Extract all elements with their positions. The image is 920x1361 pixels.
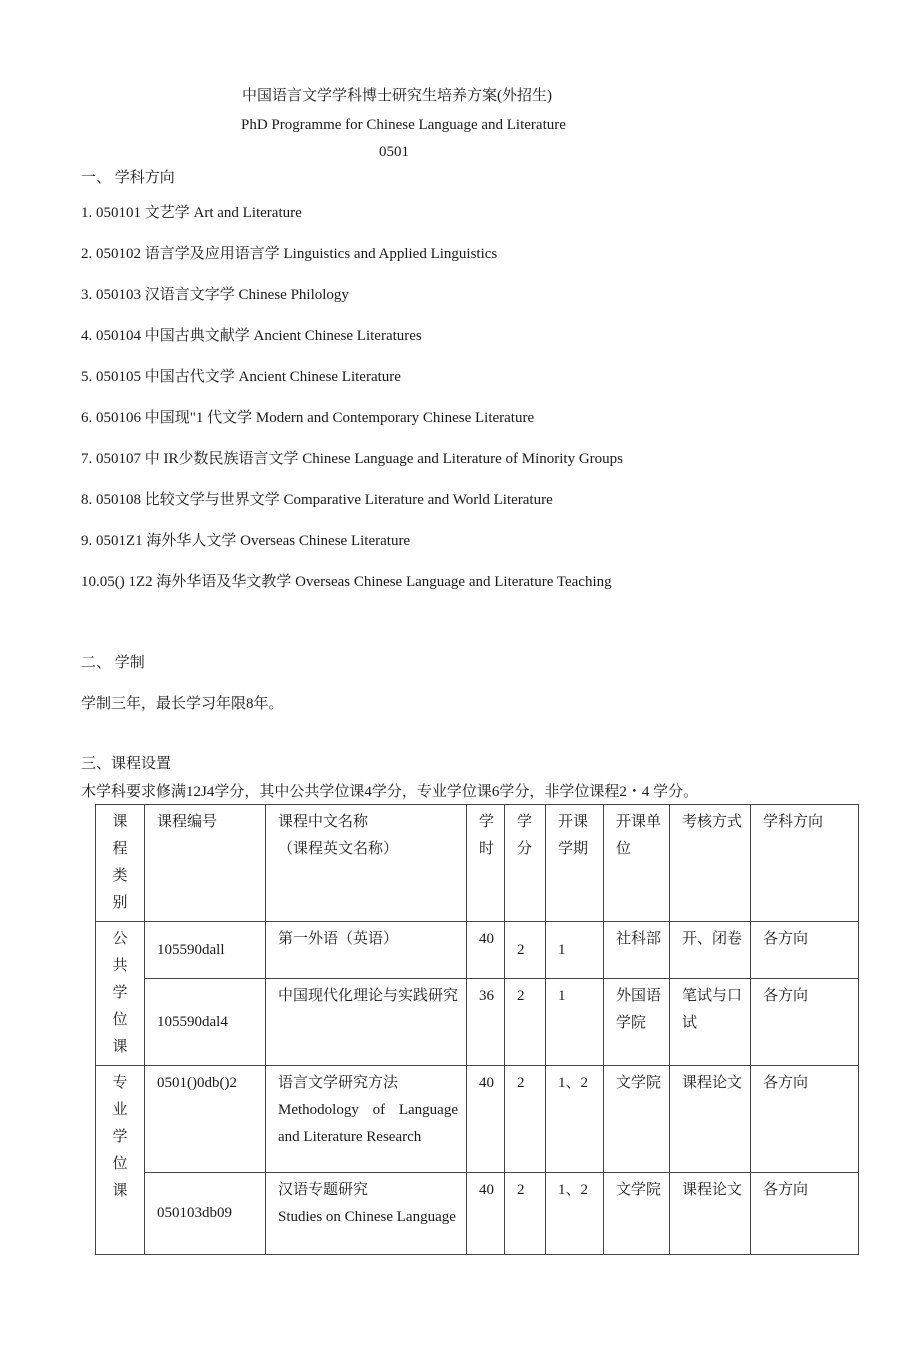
course-semester: 1 <box>546 979 604 1066</box>
header-category: 课 程 类 别 <box>96 805 145 922</box>
header-name: 课程中文名称 （课程英文名称） <box>266 805 467 922</box>
direction-item: 4. 050104 中国古典文献学 Ancient Chinese Literatures <box>81 328 422 344</box>
course-direction: 各方向 <box>751 979 859 1066</box>
document-title-en: PhD Programme for Chinese Language and Literature <box>241 117 566 133</box>
course-table <box>95 804 859 1255</box>
header-credits: 学分 <box>505 805 546 922</box>
direction-item: 2. 050102 语言学及应用语言学 Linguistics and Applied Linguistics <box>81 246 498 262</box>
course-unit: 社科部 <box>604 922 670 979</box>
course-assessment: 笔试与口试 <box>670 979 751 1066</box>
category-public-degree: 公 共 学 位 课 <box>96 922 145 1066</box>
header-assessment: 考核方式 <box>670 805 751 922</box>
course-name: 中国现代化理论与实践研究 <box>266 979 467 1066</box>
header-semester: 开课学期 <box>546 805 604 922</box>
header-direction: 学科方向 <box>751 805 859 922</box>
course-credits: 2 <box>505 1066 546 1173</box>
duration-text: 学制三年，最长学习年限8年。 <box>81 696 284 712</box>
direction-item: 1. 050101 文艺学 Art and Literature <box>81 205 302 221</box>
course-credits: 2 <box>505 922 546 979</box>
direction-item: 3. 050103 汉语言文字学 Chinese Philology <box>81 287 349 303</box>
course-code: 0501()0db()2 <box>145 1066 266 1173</box>
course-name: 汉语专题研究 Studies on Chinese Language <box>266 1173 467 1255</box>
course-unit: 外国语学院 <box>604 979 670 1066</box>
document-title-cn: 中国语言文学学科博士研究生培养方案(外招生) <box>242 88 552 104</box>
section-heading-directions: 一、 学科方向 <box>81 170 175 186</box>
course-hours: 40 <box>467 922 505 979</box>
course-assessment: 开、闭卷 <box>670 922 751 979</box>
course-unit: 文学院 <box>604 1173 670 1255</box>
table-row <box>96 1066 859 1173</box>
credit-requirement: 木学科要求修满12J4学分，其中公共学位课4学分，专业学位课6学分，非学位课程2・4 学分。 <box>81 784 699 800</box>
course-direction: 各方向 <box>751 1066 859 1173</box>
table-row <box>96 922 859 979</box>
course-unit: 文学院 <box>604 1066 670 1173</box>
direction-item: 10.05() 1Z2 海外华语及华文教学 Overseas Chinese Language and Literature Teaching <box>81 574 612 590</box>
course-code: 050103db09 <box>145 1173 266 1255</box>
course-code: 105590dall <box>145 922 266 979</box>
direction-item: 9. 0501Z1 海外华人文学 Overseas Chinese Literature <box>81 533 411 549</box>
direction-item: 7. 050107 中 IR少数民族语言文学 Chinese Language and Literature of Minority Groups <box>81 451 623 467</box>
header-hours: 学时 <box>467 805 505 922</box>
course-semester: 1 <box>546 922 604 979</box>
course-name: 语言文学研究方法 Methodology of Language and Literature Research <box>266 1066 467 1173</box>
direction-item: 8. 050108 比较文学与世界文学 Comparative Literature and World Literature <box>81 492 553 508</box>
course-direction: 各方向 <box>751 1173 859 1255</box>
section-heading-duration: 二、 学制 <box>81 655 145 671</box>
section-heading-courses: 三、课程设置 <box>81 756 172 772</box>
course-name: 第一外语（英语） <box>266 922 467 979</box>
course-assessment: 课程论文 <box>670 1066 751 1173</box>
course-credits: 2 <box>505 1173 546 1255</box>
course-name-en: Methodology of Language and Literature Research <box>278 1102 458 1145</box>
course-hours: 40 <box>467 1173 505 1255</box>
course-code: 105590dal4 <box>145 979 266 1066</box>
table-row <box>96 979 859 1066</box>
course-credits: 2 <box>505 979 546 1066</box>
table-header-row <box>96 805 859 922</box>
discipline-code: 0501 <box>379 144 409 160</box>
direction-item: 6. 050106 中国现"1 代文学 Modern and Contemporary Chinese Literature <box>81 410 535 426</box>
course-semester: 1、2 <box>546 1173 604 1255</box>
course-direction: 各方向 <box>751 922 859 979</box>
course-hours: 36 <box>467 979 505 1066</box>
course-assessment: 课程论文 <box>670 1173 751 1255</box>
course-name-en: Studies on Chinese Language <box>278 1209 456 1225</box>
table-row <box>96 1173 859 1255</box>
course-semester: 1、2 <box>546 1066 604 1173</box>
header-code: 课程编号 <box>145 805 266 922</box>
course-hours: 40 <box>467 1066 505 1173</box>
direction-item: 5. 050105 中国古代文学 Ancient Chinese Literature <box>81 369 401 385</box>
header-unit: 开课单位 <box>604 805 670 922</box>
category-specialized-degree: 专 业 学 位 课 <box>96 1066 145 1255</box>
